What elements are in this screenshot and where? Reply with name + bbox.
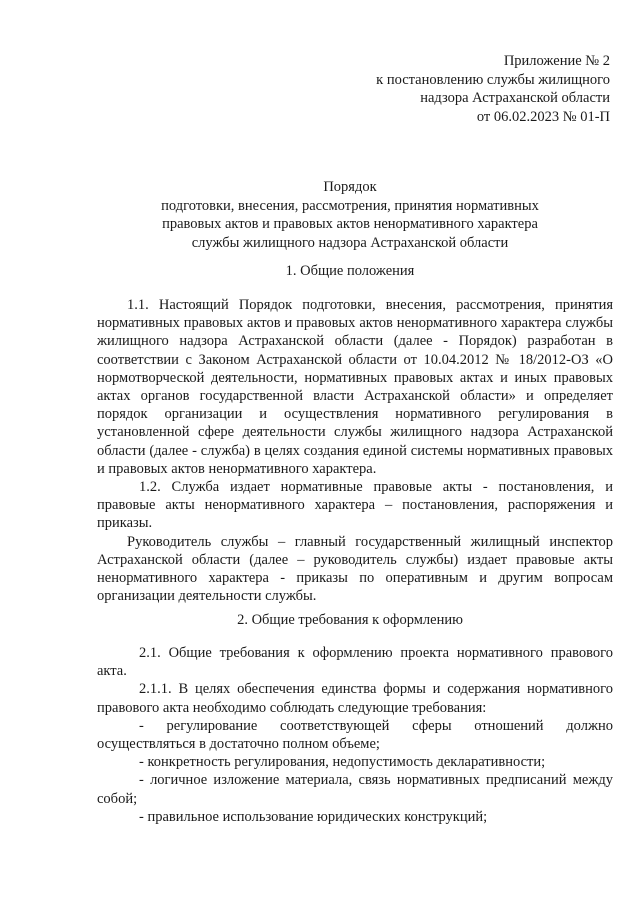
title-line-2: подготовки, внесения, рассмотрения, принятия нормативных [161,197,539,214]
document-title [90,178,610,252]
section-1-heading: 1. Общие положения [285,263,415,279]
paragraph-2-1: 2.1. Общие требования к оформлению проекта нормативного правового акта. [97,645,613,680]
paragraph-2-1-1: 2.1.1. В целях обеспечения единства формы и содержания нормативного правового акта необходимо соблюдать следующие требования: [97,681,613,716]
requirement-item: - регулирование соответствующей сферы отношений должно осуществляться в достаточно полном объеме; [97,717,613,753]
section-2-body [97,644,613,826]
annex-organization: надзора Астраханской области [420,90,610,106]
requirement-item: - логичное изложение материала, связь нормативных предписаний между собой; [97,772,613,807]
section-1-body [97,296,613,605]
paragraph-1-1: 1.1. Настоящий Порядок подготовки, внесения, рассмотрения, принятия нормативных правовых актов и правовых актов ненормативного характера службы жилищного надзора Астраханской области (далее - Порядок) разработан в соответствии с Законом Астраханской области от 10.04.2012 № 18/2012-ОЗ «О нормотворческой деятельности, нормативных правовых актах и иных правовых актах органов государственной власти Астраханской области» и определяет порядок организации и осуществления нормативного регулирования в установленной сфере деятельности службы жилищного надзора Астраханской области (далее - служба) в целях создания единой системы нормативных правовых и правовых актов ненормативного характера. [97,297,613,477]
section-2-heading: 2. Общие требования к оформлению [237,612,463,628]
annex-reference: к постановлению службы жилищного [376,71,610,88]
requirement-item: - конкретность регулирования, недопустимость декларативности; [139,754,546,771]
paragraph-1-3: Руководитель службы – главный государственный жилищный инспектор Астраханской области (далее – руководитель службы) издает правовые акты ненормативного характера - приказы по оперативным и другим вопросам организации деятельности службы. [97,533,613,605]
title-line-4: службы жилищного надзора Астраханской области [191,234,509,251]
annex-header [376,52,610,126]
annex-date: от 06.02.2023 № 01-П [476,108,610,125]
title-line-1: Порядок [323,179,377,195]
title-line-3: правовых актов и правовых актов ненормативного характера [162,216,538,232]
annex-number: Приложение № 2 [503,53,610,69]
requirement-item: - правильное использование юридических конструкций; [139,808,488,825]
paragraph-1-2: 1.2. Служба издает нормативные правовые акты - постановления, и правовые акты ненормативного характера – постановления, распоряжения и приказы. [97,479,613,532]
